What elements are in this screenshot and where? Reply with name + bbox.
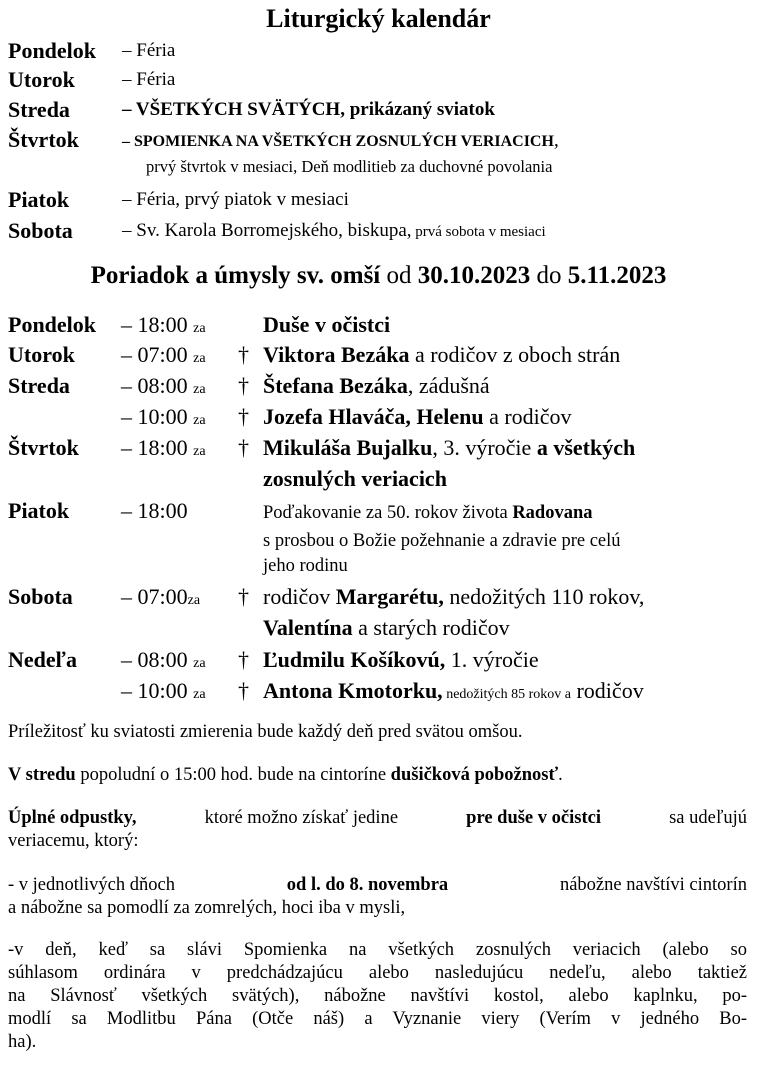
calendar-row-wednesday [8, 97, 749, 123]
mass-intention: Antona Kmotorku, nedožitých 85 rokov a rodičov [263, 678, 644, 703]
indulgence-note: Úplné odpustky, ktoré možno získať jedine pre duše v očistci sa udeľujú veriacemu, ktorý: [8, 808, 747, 851]
masses-heading: Poriadok a úmysly sv. omší od 30.10.2023 do 5.11.2023 [90, 262, 667, 289]
feast-name: VŠETKÝCH SVÄTÝCH [135, 99, 341, 120]
indulgence-condition-1: - v jednotlivých dňoch od l. do 8. novembra nábožne navštívi cintorín a nábožne sa pomodlí za zomrelých, hoci iba v mysli, [8, 875, 747, 918]
mass-time: – 18:00 [121, 498, 188, 523]
mass-day: Pondelok [8, 312, 97, 337]
mass-row-thursday-2 [8, 465, 749, 493]
mass-row-wednesday [8, 372, 749, 400]
mass-time: – 10:00 za [121, 404, 206, 429]
cross-icon: † [238, 584, 249, 609]
mass-row-friday-2 [8, 527, 749, 551]
mass-intention: Duše v očistci [263, 312, 391, 337]
mass-row-sunday-2 [8, 677, 749, 705]
mass-day: Nedeľa [8, 647, 77, 672]
mass-row-friday [8, 497, 749, 525]
calendar-day: Štvrtok [8, 127, 79, 152]
mass-intention: s prosbou o Božie požehnanie a zdravie pre celú [263, 531, 621, 551]
mass-row-monday [8, 311, 749, 339]
mass-time: – 10:00 za [121, 678, 206, 703]
mass-row-saturday-2 [8, 614, 749, 642]
calendar-day: Pondelok [8, 38, 97, 63]
mass-time: – 18:00 za [121, 312, 206, 337]
calendar-row-thursday-note [8, 157, 749, 179]
mass-day: Streda [8, 373, 70, 398]
mass-day: Sobota [8, 584, 73, 609]
cross-icon: † [238, 647, 249, 672]
mass-intention: Viktora Bezáka a rodičov z oboch strán [263, 342, 621, 367]
mass-intention: Poďakovanie za 50. rokov života Radovana [263, 503, 593, 523]
mass-intention: Ľudmilu Košíkovú, 1. výročie [263, 647, 539, 672]
cross-icon: † [238, 373, 249, 398]
calendar-text: – Féria, prvý piatok v mesiaci [122, 189, 349, 210]
mass-row-friday-3 [8, 552, 749, 576]
mass-day: Piatok [8, 498, 70, 523]
calendar-row-saturday [8, 218, 749, 244]
mass-intention: zosnulých veriacich [263, 466, 447, 491]
calendar-row-thursday [8, 127, 749, 153]
mass-intention: Jozefa Hlaváča, Helenu a rodičov [263, 404, 572, 429]
calendar-text: – Sv. Karola Borromejského, biskupa, prvá sobota v mesiaci [122, 220, 546, 241]
mass-intention: jeho rodinu [263, 556, 348, 576]
cemetery-note: V stredu popoludní o 15:00 hod. bude na cintoríne dušičková pobožnosť. [8, 765, 563, 785]
calendar-row-tuesday [8, 67, 749, 93]
mass-row-wednesday-2 [8, 403, 749, 431]
mass-row-thursday [8, 434, 749, 462]
calendar-text: – SPOMIENKA NA VŠETKÝCH ZOSNULÝCH VERIACICH, [122, 130, 559, 151]
mass-intention: Štefana Bezáka, zádušná [263, 373, 490, 398]
calendar-title: Liturgický kalendár [266, 4, 491, 33]
cross-icon: † [238, 678, 249, 703]
mass-row-tuesday [8, 341, 749, 369]
mass-time: – 07:00za [121, 584, 201, 609]
mass-intention: Mikuláša Bujalku, 3. výročie a všetkých [263, 435, 636, 460]
calendar-text: – VŠETKÝCH SVÄTÝCH, prikázaný sviatok [122, 99, 495, 120]
calendar-row-monday [8, 38, 749, 64]
calendar-day: Sobota [8, 218, 73, 243]
calendar-text: prvý štvrtok v mesiaci, Deň modlitieb za duchovné povolania [146, 157, 553, 176]
mass-time: – 07:00 za [121, 342, 206, 367]
confession-note: Príležitosť ku sviatosti zmierenia bude každý deň pred svätou omšou. [8, 722, 523, 742]
mass-time: – 08:00 za [121, 373, 206, 398]
calendar-text: – Féria [122, 40, 176, 61]
calendar-day: Utorok [8, 67, 75, 92]
calendar-day: Streda [8, 97, 70, 122]
mass-intention: Valentína a starých rodičov [263, 615, 510, 640]
mass-row-saturday [8, 583, 749, 611]
mass-day: Utorok [8, 342, 75, 367]
mass-day: Štvrtok [8, 435, 79, 460]
calendar-day: Piatok [8, 187, 70, 212]
feast-name: SPOMIENKA NA VŠETKÝCH ZOSNULÝCH VERIACICH [134, 133, 554, 150]
calendar-row-friday [8, 187, 749, 213]
cross-icon: † [238, 404, 249, 429]
mass-time: – 18:00 za [121, 435, 206, 460]
indulgence-condition-2: -v deň, keď sa slávi Spomienka na všetkých zosnulých veriacich (alebo so súhlasom ordinára v predchádzajúcu alebo nasledujúcu nedeľu, alebo taktiež na Slávnosť všetkých svätých), nábožne navštívi kostol, alebo kaplnku, po- modlí sa Modlitbu Pána (Otče náš) a Vyznanie viery (Verím v jedného Bo- ha). [8, 940, 747, 1052]
calendar-text: – Féria [122, 69, 176, 90]
cross-icon: † [238, 435, 249, 460]
mass-row-sunday [8, 646, 749, 674]
mass-intention: rodičov Margarétu, nedožitých 110 rokov, [263, 584, 645, 609]
mass-time: – 08:00 za [121, 647, 206, 672]
cross-icon: † [238, 342, 249, 367]
